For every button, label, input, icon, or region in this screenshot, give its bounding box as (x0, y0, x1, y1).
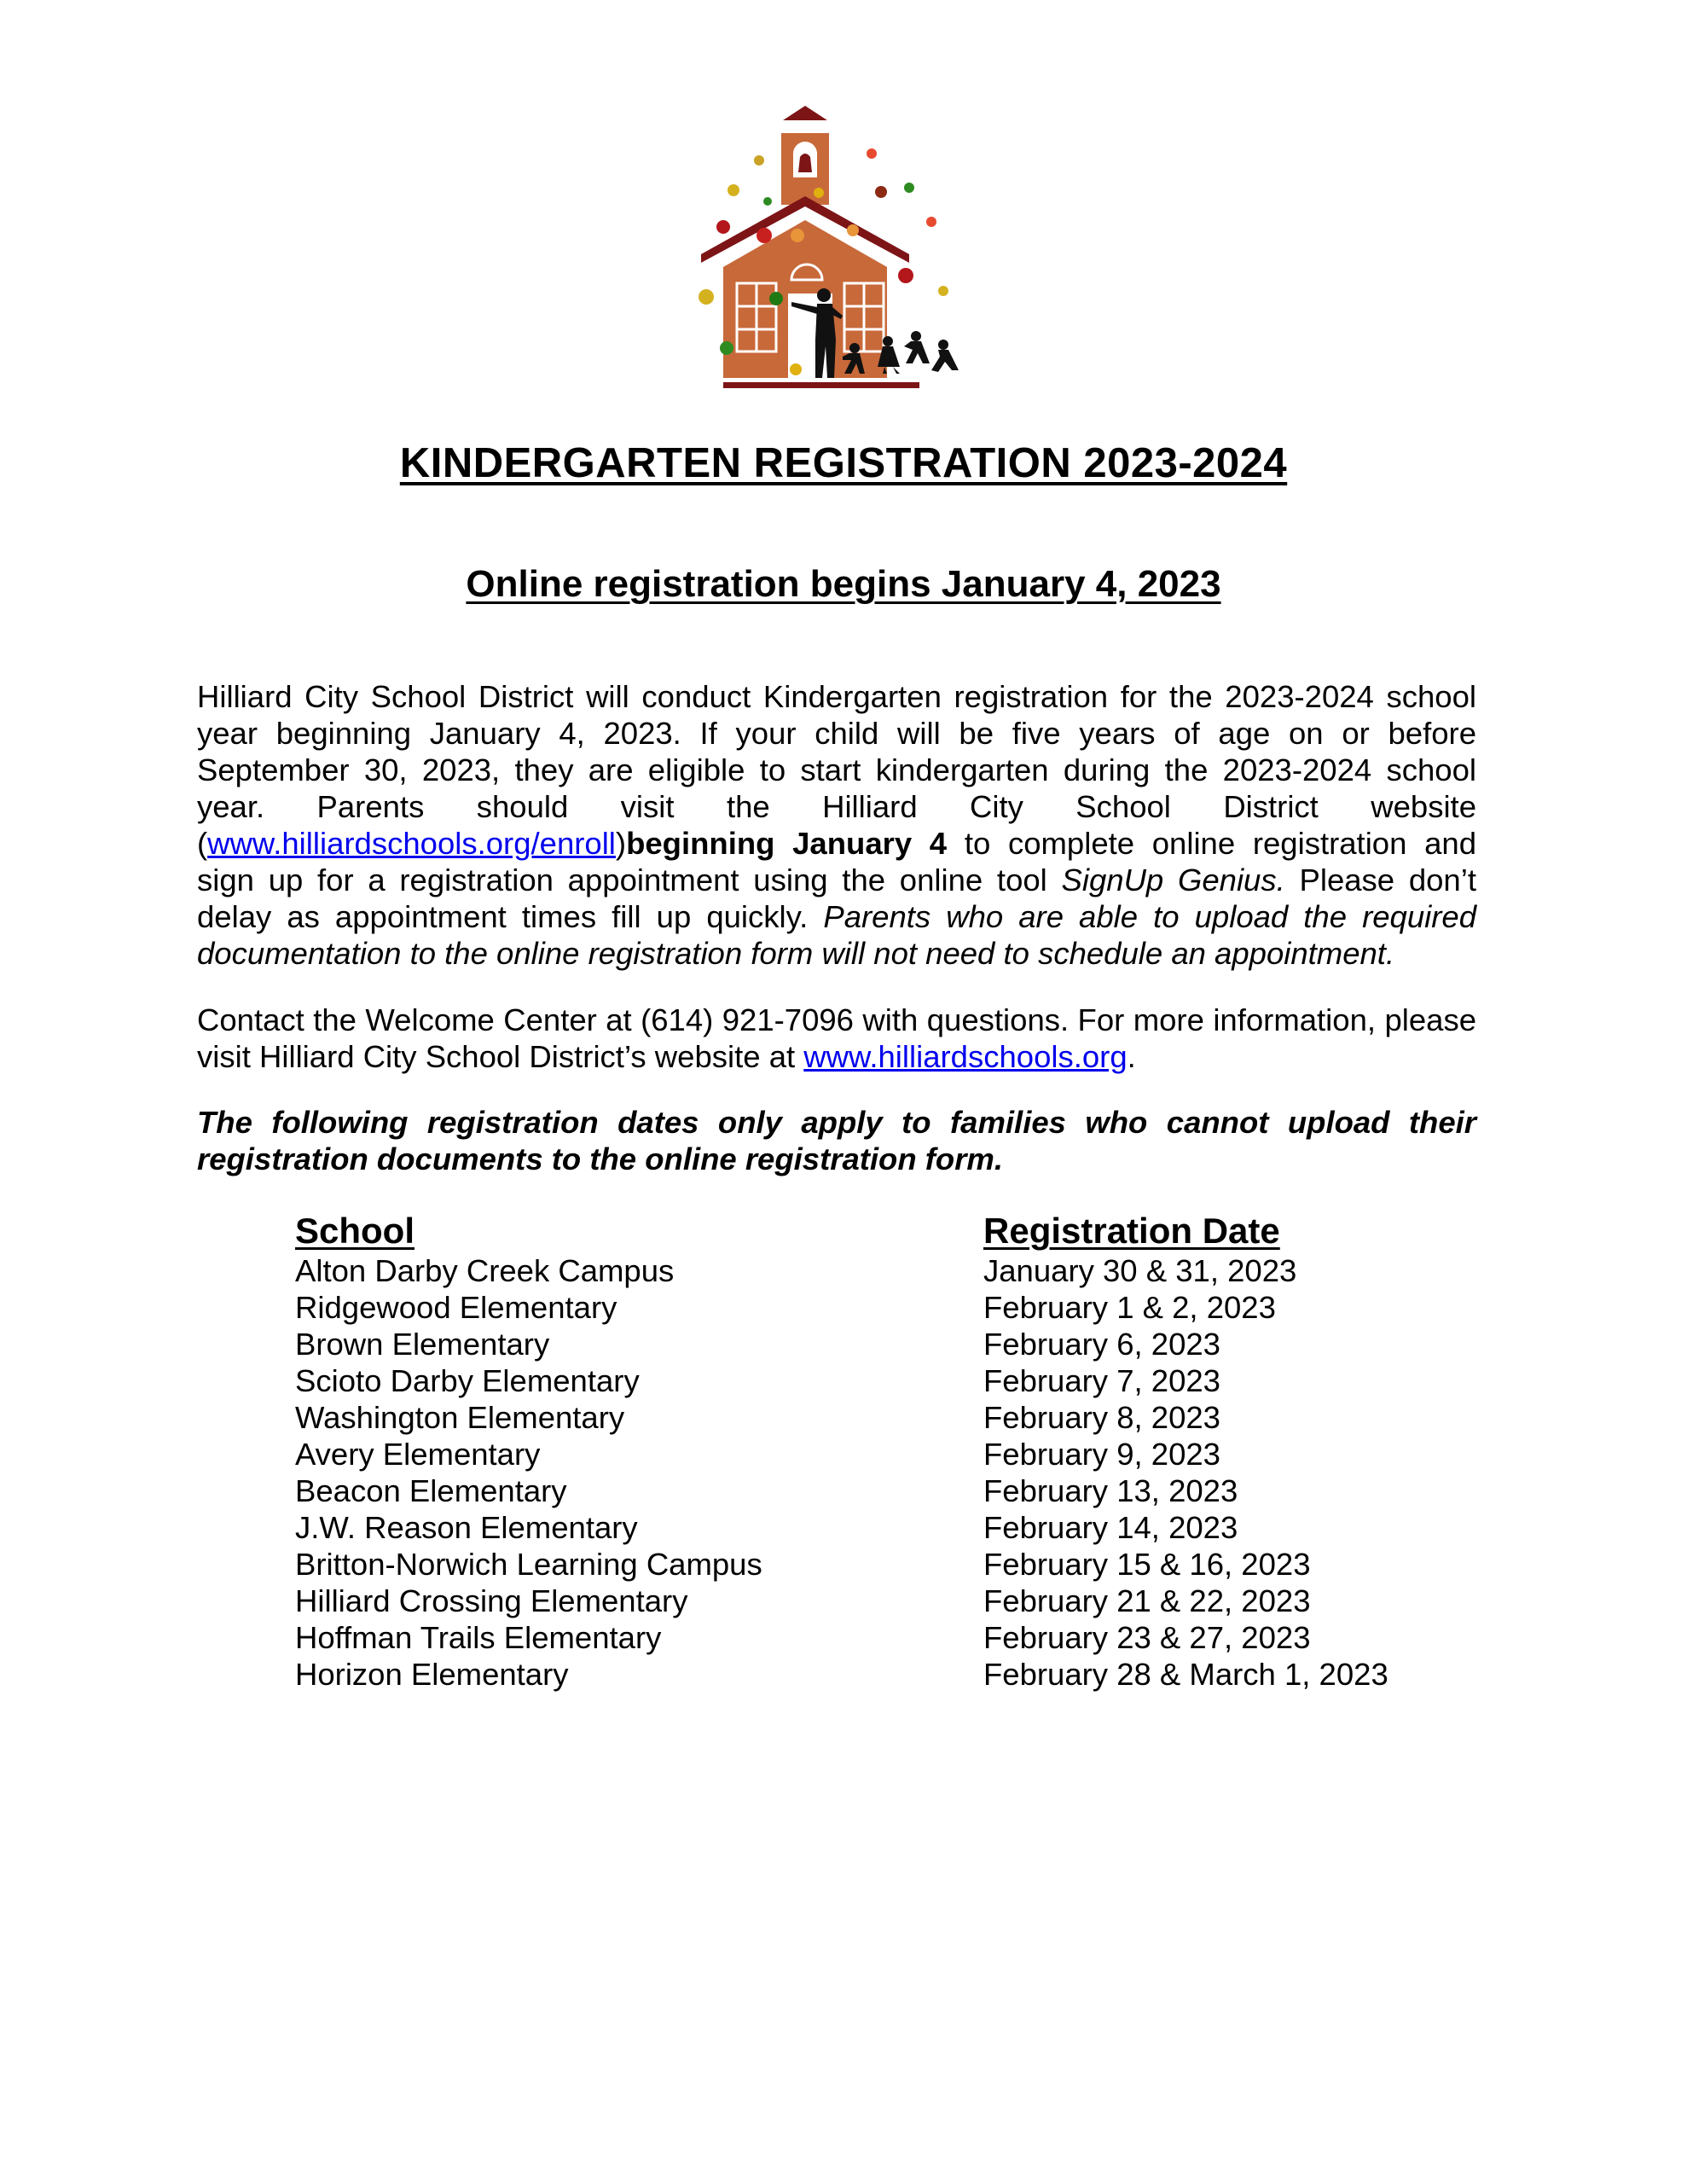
registration-date: February 13, 2023 (983, 1473, 1238, 1508)
enroll-link[interactable]: www.hilliardschools.org/enroll (207, 826, 616, 861)
intro-paragraph (197, 678, 1476, 972)
table-row (295, 1362, 1489, 1399)
table-row (295, 1436, 1489, 1472)
table-row (295, 1583, 1489, 1619)
school-name: Brown Elementary (295, 1327, 550, 1362)
table-row (295, 1252, 1489, 1289)
intro-text-1: Hilliard City School District will conduct Kindergarten registration for the 2023-2024 school year beginning January 4, 2023. If your child will be five years of age on or before September 30, 2023, they are eligible to start kindergarten during the 2023-2024 school year. Parents should visit the Hilliard City School District website ( (197, 679, 1476, 861)
school-column-header: School (295, 1211, 415, 1251)
school-name: Washington Elementary (295, 1400, 625, 1435)
registration-date: February 8, 2023 (983, 1400, 1220, 1435)
table-row (295, 1509, 1489, 1546)
date-column-header: Registration Date (983, 1211, 1280, 1251)
registration-date: February 14, 2023 (983, 1510, 1238, 1545)
school-name: Hilliard Crossing Elementary (295, 1583, 688, 1618)
table-row (295, 1546, 1489, 1583)
registration-date: February 21 & 22, 2023 (983, 1583, 1311, 1618)
registration-date: February 9, 2023 (983, 1437, 1220, 1472)
table-row (295, 1326, 1489, 1362)
intro-text-3: to complete online registration and sign up for a registration appointment using the online tool (197, 826, 1477, 897)
intro-bold-date: beginning January 4 (626, 826, 948, 861)
registration-date: January 30 & 31, 2023 (983, 1253, 1297, 1288)
intro-tool-name: SignUp Genius. (1061, 863, 1285, 897)
intro-text-4: Please don’t delay as appointment times fill up quickly. (197, 863, 1476, 934)
contact-text-1: Contact the Welcome Center at (614) 921-7096 with questions. For more information, please visit Hilliard City School District’s website at (197, 1002, 1476, 1074)
notice-paragraph: The following registration dates only apply to families who cannot upload their registration documents to the online registration form. (197, 1105, 1476, 1176)
table-row (295, 1619, 1489, 1656)
page-subtitle: Online registration begins January 4, 2023 (466, 563, 1221, 605)
registration-schedule-table (295, 1210, 1489, 1693)
school-name: Ridgewood Elementary (295, 1290, 617, 1325)
school-name: Hoffman Trails Elementary (295, 1620, 662, 1655)
registration-date: February 28 & March 1, 2023 (983, 1657, 1388, 1692)
table-row (295, 1289, 1489, 1326)
school-name: Beacon Elementary (295, 1473, 567, 1508)
schoolhouse-logo-icon (682, 92, 1006, 399)
contact-text-2: . (1127, 1039, 1136, 1074)
table-row (295, 1399, 1489, 1436)
table-header-row (295, 1210, 1489, 1252)
table-row (295, 1472, 1489, 1509)
school-name: Horizon Elementary (295, 1657, 569, 1692)
school-name: Britton-Norwich Learning Campus (295, 1547, 762, 1582)
page-title: KINDERGARTEN REGISTRATION 2023-2024 (399, 440, 1288, 486)
registration-date: February 7, 2023 (983, 1363, 1220, 1398)
registration-date: February 15 & 16, 2023 (983, 1547, 1311, 1582)
registration-date: February 6, 2023 (983, 1327, 1220, 1362)
registration-date: February 1 & 2, 2023 (983, 1290, 1276, 1325)
intro-text-2: ) (615, 826, 627, 861)
school-name: Alton Darby Creek Campus (295, 1253, 675, 1288)
district-website-link[interactable]: www.hilliardschools.org (803, 1039, 1128, 1074)
school-name: Scioto Darby Elementary (295, 1363, 640, 1398)
school-name: Avery Elementary (295, 1437, 541, 1472)
registration-date: February 23 & 27, 2023 (983, 1620, 1311, 1655)
contact-paragraph (197, 1002, 1476, 1075)
table-row (295, 1656, 1489, 1693)
intro-italic-note: Parents who are able to upload the required documentation to the online registration form will not need to schedule an appointment. (197, 899, 1476, 971)
school-name: J.W. Reason Elementary (295, 1510, 638, 1545)
